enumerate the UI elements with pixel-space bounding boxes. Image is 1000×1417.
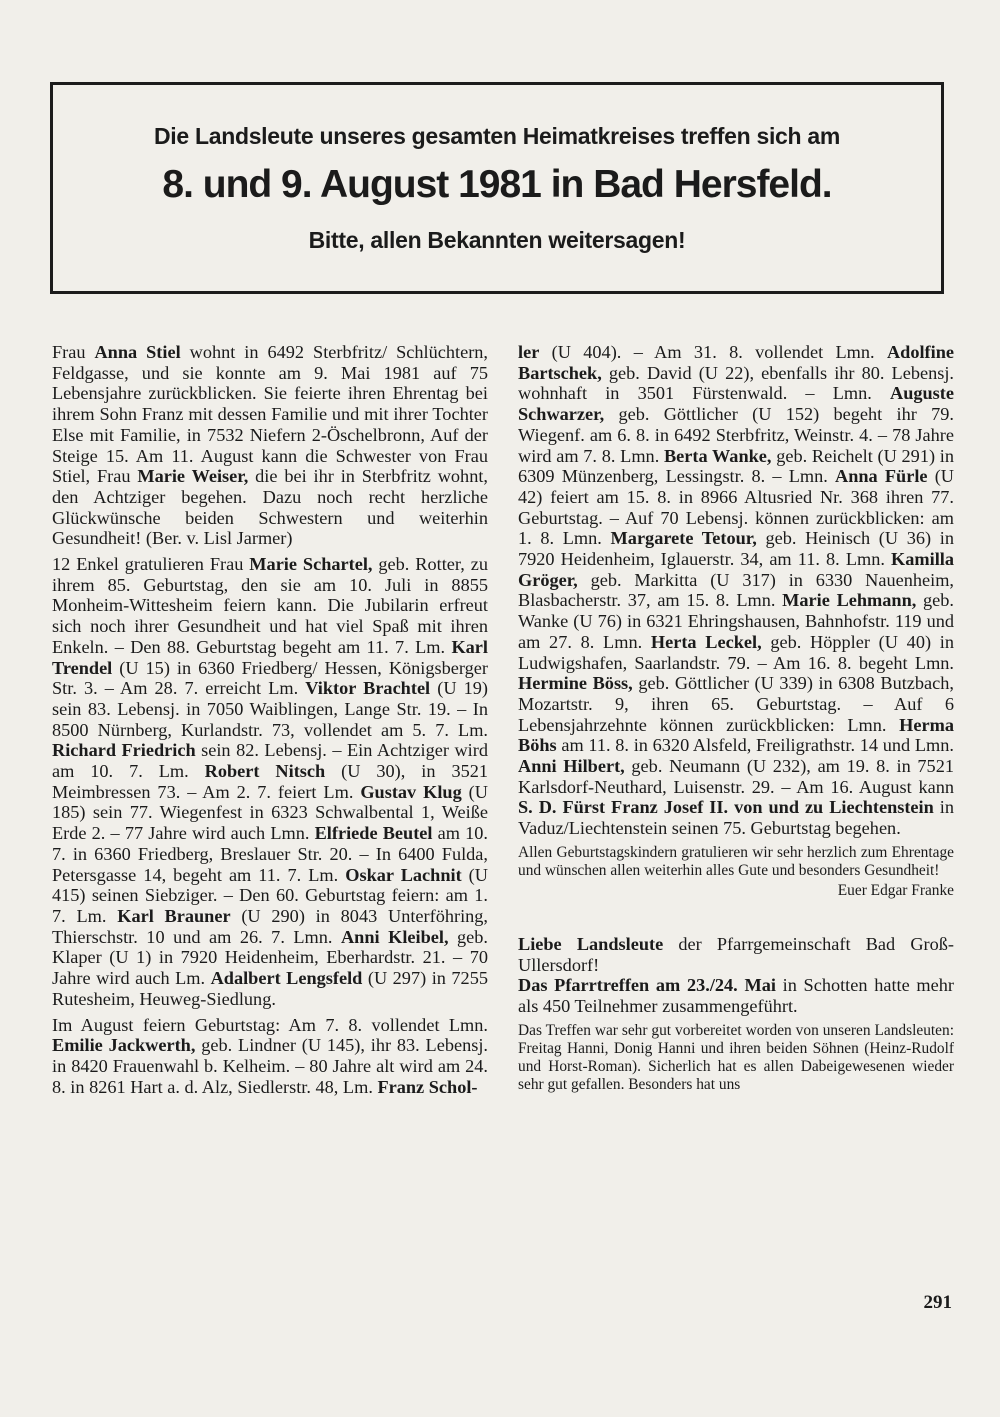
person-name: Elfriede Beutel: [314, 823, 433, 844]
paragraph-anna-stiel: Frau Anna Stiel wohnt in 6492 Sterbfritz/ Schlüchtern, Feldgasse, und sie konnte am 9. Mai 1981 auf 75 Lebensjahre zurückblicken. Sie feierte ihren Ehrentag bei ihrem Sohn Franz mit dessen Familie und mit ihrer Tochter Else mit Familie, in 7532 Niefern 2-Öschelbronn, Auf der Steige 15. Am 11. August kann die Schwester von Frau Stiel, Frau Marie Weiser, die bei ihr in Sterbfritz wohnt, den Achtziger begehen. Dazu noch recht herzliche Glückwünsche beiden Schwestern und weiterhin Gesundheit! (Ber. v. Lisl Jarmer): [52, 342, 488, 549]
paragraph-congratulations: Allen Geburtstagskindern gratulieren wir sehr herzlich zum Ehrentage und wünschen allen weiterhin alles Gute und besonders Gesundheit!: [518, 843, 954, 879]
person-name: ler: [518, 342, 540, 362]
person-name: Auguste Schwarzer,: [518, 383, 954, 425]
person-name: Adolfine Bartschek,: [518, 342, 954, 383]
announcement-box: [50, 82, 944, 294]
paragraph-pfarrtreffen: Das Pfarrtreffen am 23./24. Mai in Schotten hatte mehr als 450 Teilnehmer zusammengeführt.: [518, 975, 954, 1016]
left-column: [52, 342, 488, 1097]
right-column: [518, 342, 954, 1094]
announcement-date-place: 8. und 9. August 1981 in Bad Hersfeld.: [162, 163, 832, 206]
person-name: Das Pfarrtreffen am 23./24. Mai: [518, 975, 776, 996]
announcement-intro: Die Landsleute unseres gesamten Heimatkreises treffen sich am: [153, 123, 841, 149]
person-name: Karl Brauner: [117, 905, 231, 926]
signature: Euer Edgar Franke: [837, 881, 954, 899]
person-name: Marie Schartel,: [249, 554, 373, 575]
paragraph-july-birthdays: 12 Enkel gratulieren Frau Marie Schartel, geb. Rotter, zu ihrem 85. Geburtstag, den sie am 10. Juli in 8855 Monheim-Wittesheim feiern kann. Die Jubilarin erfreut sich noch ihrer Gesundheit und hat viel Spaß mit ihren Enkeln. – Den 88. Geburtstag begeht am 11. 7. Lm. Karl Trendel (U 15) in 6360 Friedberg/ Hessen, Königsberger Str. 3. – Am 28. 7. erreicht Lm. Viktor Brachtel (U 19) sein 83. Lebensj. in 7050 Waiblingen, Lange Str. 19. – In 8500 Nürnberg, Kurlandstr. 73, vollendet am 5. 7. Lm. Richard Friedrich sein 82. Lebensj. – Ein Achtziger wird am 10. 7. Lm. Robert Nitsch (U 30), in 3521 Meimbressen 73. – Am 2. 7. feiert Lm. Gustav Klug (U 185) sein 77. Wiegenfest in 6323 Schwalbental 1, Weiße Erde 2. – 77 Jahre wird auch Lmn. Elfriede Beutel am 10. 7. in 6360 Friedberg, Breslauer Str. 20. – In 6400 Fulda, Petersgasse 14, begeht am 11. 7. Lm. Oskar Lachnit (U 415) seinen Siebziger. – Den 60. Geburtstag feiern: am 1. 7. Lm. Karl Brauner (U 290) in 8043 Unterföhring, Thierschstr. 10 und am 26. 7. Lmn. Anni Kleibel, geb. Klaper (U 1) in 7920 Heidenheim, Eberhardstr. 21. – 70 Jahre wird auch Lm. Adalbert Lengsfeld (U 297) in 7255 Rutesheim, Heuweg-Siedlung.: [52, 554, 489, 1009]
person-name: Gustav Klug: [360, 781, 462, 802]
person-name: Richard Friedrich: [52, 740, 196, 761]
paragraph-august-birthdays: Im August feiern Geburtstag: Am 7. 8. vollendet Lmn. Emilie Jackwerth, geb. Lindner (U 145), ihr 83. Lebensj. in 8420 Frauenwahl b. Kelheim. – 80 Jahre alt wird am 24. 8. in 8261 Hart a. d. Alz, Siedlerstr. 48, Lm. Franz Schol-: [52, 1014, 488, 1097]
person-name: Kamilla Gröger,: [518, 549, 954, 590]
announcement-request: Bitte, allen Bekannten weitersagen!: [308, 227, 686, 253]
person-name: Franz Schol-: [377, 1076, 478, 1097]
person-name: Anni Hilbert,: [518, 756, 625, 777]
person-name: Viktor Brachtel: [305, 678, 431, 699]
person-name: Berta Wanke,: [663, 445, 772, 466]
person-name: Anna Fürle: [835, 466, 928, 487]
person-name: Anni Kleibel,: [340, 926, 449, 947]
person-name: Margarete Tetour,: [610, 528, 757, 549]
paragraph-august-continued: ler (U 404). – Am 31. 8. vollendet Lmn. Adolfine Bartschek, geb. David (U 22), ebenfalls ihr 80. Lebensj. wohnhaft in 3501 Fürstenwald. – Lmn. Auguste Schwarzer, geb. Göttlicher (U 152) begeht ihr 79. Wiegenf. am 6. 8. in 6492 Sterbfritz, Weinstr. 4. – 78 Jahre wird am 7. 8. Lmn. Berta Wanke, geb. Reichelt (U 291) in 6309 Münzenberg, Lessingstr. 8. – Lmn. Anna Fürle (U 42) feiert am 15. 8. in 8966 Altusried Nr. 368 ihren 77. Geburtstag. – Auf 70 Lebensj. können zurückblicken: am 1. 8. Lmn. Margarete Tetour, geb. Heinisch (U 36) in 7920 Heidenheim, Iglauerstr. 34, am 11. 8. Lmn. Kamilla Gröger, geb. Markitta (U 317) in 6330 Nauenheim, Blasbacherstr. 37, am 15. 8. Lmn. Marie Lehmann, geb. Wanke (U 76) in 6321 Ehringshausen, Bahnhofstr. 119 und am 27. 8. Lmn. Herta Leckel, geb. Höppler (U 40) in Ludwigshafen, Saarlandstr. 79. – Am 16. 8. begeht Lmn. Hermine Böss, geb. Göttlicher (U 339) in 6308 Butzbach, Mozartstr. 9, ihren 65. Geburtstag. – Auf 6 Lebensjahrzehnte können zurückblicken: Lmn. Herma Böhs am 11. 8. in 6320 Alsfeld, Freiligrathstr. 14 und Lmn. Anni Hilbert, geb. Neumann (U 232), am 19. 8. in 7521 Karlsdorf-Neuthard, Luisenstr. 29. – Am 16. August kann S. D. Fürst Franz Josef II. von und zu Liechtenstein in Vaduz/Liechtenstein seinen 75. Geburtstag begehen.: [518, 342, 955, 839]
person-name: Marie Lehmann,: [782, 590, 917, 611]
person-name: Herta Leckel,: [650, 631, 762, 652]
person-name: Oskar Lachnit: [345, 864, 462, 885]
person-name: Karl Trendel: [52, 636, 488, 678]
paragraph-meeting-report: Das Treffen war sehr gut vorbereitet worden von unseren Landsleuten: Freitag Hanni, Donig Hanni und ihren beiden Söhnen (Heinz-Rudolf und Horst-Roman). Sicherlich hat es allen Dabeigewesenen wieder sehr gut gefallen. Besonders hat uns: [518, 1021, 954, 1093]
person-name: Emilie Jackwerth,: [52, 1035, 196, 1056]
person-name: Herma Böhs: [518, 714, 954, 756]
person-name: Marie Weiser,: [137, 466, 249, 487]
person-name: Hermine Böss,: [518, 673, 633, 694]
person-name: S. D. Fürst Franz Josef II. von und zu Liechtenstein: [518, 797, 934, 818]
person-name: Anna Stiel: [94, 342, 181, 362]
person-name: Adalbert Lengsfeld: [210, 968, 363, 989]
person-name: Robert Nitsch: [204, 761, 326, 782]
section-spacer: [518, 900, 954, 934]
paragraph-greeting: Liebe Landsleute der Pfarrgemeinschaft Bad Groß-Ullersdorf!: [518, 933, 954, 975]
page-number: 291: [923, 1292, 952, 1313]
person-name: Liebe Landsleute: [518, 933, 664, 954]
